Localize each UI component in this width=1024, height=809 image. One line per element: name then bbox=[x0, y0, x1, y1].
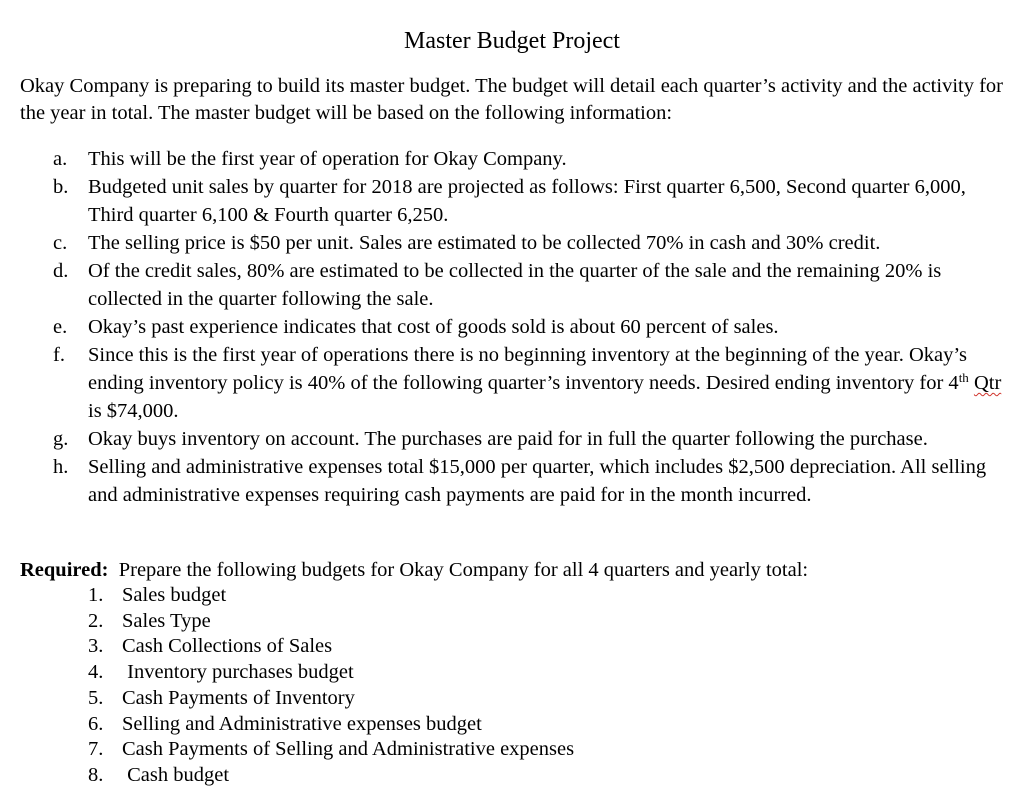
required-item-number: 3. bbox=[88, 635, 104, 658]
info-item-g bbox=[0, 425, 1008, 453]
required-item-text: Cash Payments of Inventory bbox=[122, 686, 355, 709]
info-text: Budgeted unit sales by quarter for 2018 are projected as follows: First quarter 6,500, Second quarter 6,000, Third quarter 6,100 & Fourth quarter 6,250. bbox=[88, 176, 966, 226]
required-text: Prepare the following budgets for Okay Company for all 4 quarters and yearly total: bbox=[118, 559, 809, 581]
required-label: Required: bbox=[20, 559, 109, 581]
required-heading bbox=[20, 557, 808, 584]
superscript-th: th bbox=[958, 370, 969, 385]
required-item-number: 6. bbox=[88, 712, 104, 735]
required-item bbox=[0, 763, 574, 789]
info-item-f bbox=[0, 341, 1008, 425]
required-item bbox=[0, 737, 574, 763]
info-marker: c. bbox=[53, 232, 68, 254]
info-marker: a. bbox=[53, 148, 68, 170]
info-text: This will be the first year of operation for Okay Company. bbox=[88, 148, 567, 170]
required-item-number: 2. bbox=[88, 609, 104, 632]
info-marker: g. bbox=[53, 428, 69, 450]
info-item-d bbox=[0, 257, 1008, 313]
info-item-c bbox=[0, 229, 1008, 257]
info-text: The selling price is $50 per unit. Sales are estimated to be collected 70% in cash and 30% credit. bbox=[88, 232, 881, 254]
required-item bbox=[0, 583, 574, 609]
info-marker: b. bbox=[53, 176, 69, 198]
info-text: Of the credit sales, 80% are estimated to be collected in the quarter of the sale and the remaining 20% is collected in the quarter following the sale. bbox=[88, 260, 942, 310]
required-item bbox=[0, 609, 574, 635]
document-title: Master Budget Project bbox=[404, 28, 620, 54]
info-marker: d. bbox=[53, 260, 69, 282]
required-item-text: Selling and Administrative expenses budget bbox=[122, 712, 482, 735]
required-item-text: Cash Collections of Sales bbox=[122, 635, 333, 658]
required-item-text: Sales Type bbox=[122, 609, 211, 632]
intro-paragraph: Okay Company is preparing to build its master budget. The budget will detail each quarter’s activity and the activity for the year in total. The master budget will be based on the following information: bbox=[20, 75, 1003, 124]
info-text: Okay buys inventory on account. The purchases are paid for in full the quarter following the purchase. bbox=[88, 428, 928, 450]
info-item-a bbox=[0, 145, 1008, 173]
required-item-text: Cash Payments of Selling and Administrative expenses bbox=[122, 738, 575, 761]
required-item bbox=[0, 712, 574, 738]
info-list bbox=[0, 145, 1008, 509]
info-item-h bbox=[0, 453, 1008, 509]
required-item-number: 5. bbox=[88, 686, 104, 709]
info-text: Okay’s past experience indicates that cost of goods sold is about 60 percent of sales. bbox=[88, 316, 779, 338]
info-text-end: is $74,000. bbox=[88, 400, 179, 422]
info-item-b bbox=[0, 173, 1008, 229]
info-text: Since this is the first year of operations there is no beginning inventory at the beginning of the year. Okay’s ending inventory policy is 40% of the following quarter’s inventory needs. Desired ending inventory for 4 bbox=[88, 344, 968, 394]
required-list bbox=[0, 583, 574, 789]
required-item-number: 8. bbox=[88, 763, 104, 786]
required-item-text: Cash budget bbox=[122, 763, 230, 786]
required-item-number: 1. bbox=[88, 584, 104, 606]
required-item-text: Sales budget bbox=[122, 584, 227, 606]
info-item-e bbox=[0, 313, 1008, 341]
required-item-number: 4. bbox=[88, 661, 104, 684]
spellcheck-word-qtr: Qtr bbox=[973, 372, 1002, 394]
info-marker: h. bbox=[53, 456, 69, 478]
required-item bbox=[0, 686, 574, 712]
info-text: Selling and administrative expenses total $15,000 per quarter, which includes $2,500 depreciation. All selling and administrative expenses requiring cash payments are paid for in the month incurred. bbox=[88, 456, 987, 506]
required-item bbox=[0, 660, 574, 686]
info-marker: e. bbox=[53, 316, 68, 338]
required-item bbox=[0, 634, 574, 660]
required-item-number: 7. bbox=[88, 738, 104, 761]
required-item-text: Inventory purchases budget bbox=[122, 661, 354, 684]
info-marker: f. bbox=[53, 344, 65, 366]
